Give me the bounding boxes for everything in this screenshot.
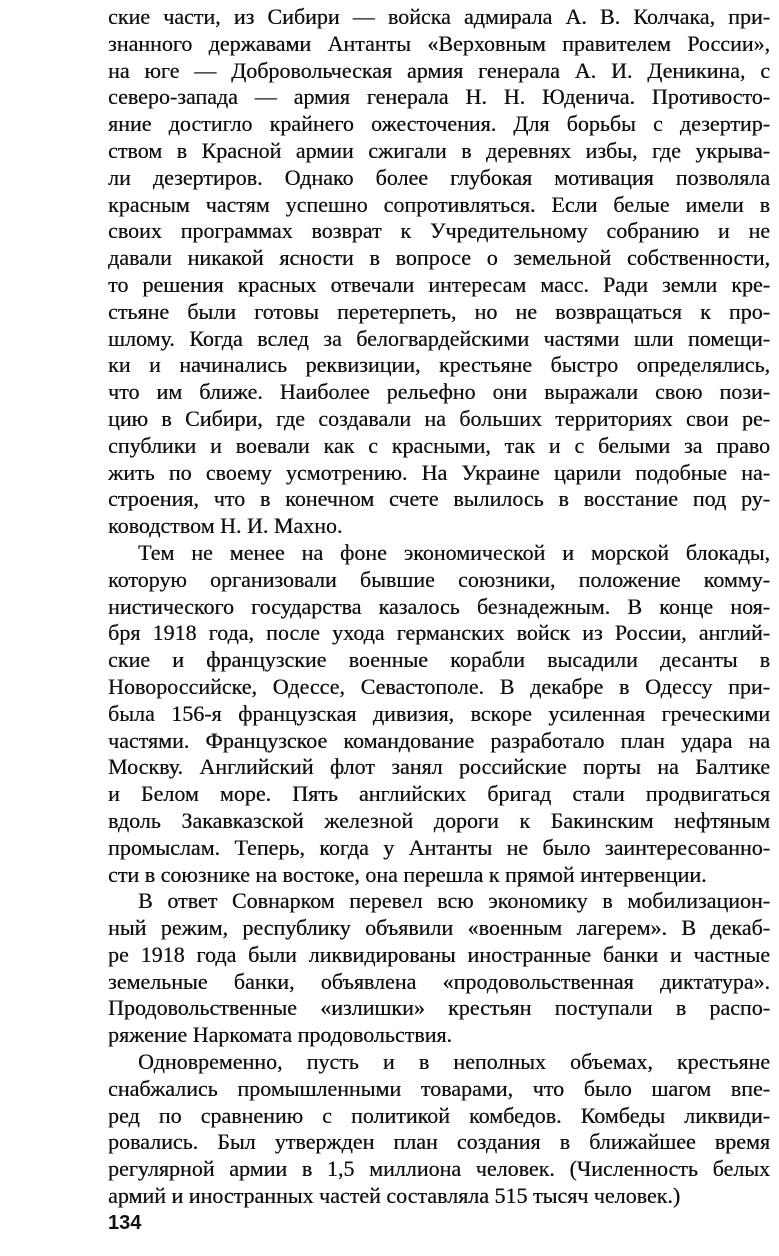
text-line: Москву. Английский флот занял российские порты на Балтике	[108, 754, 770, 780]
text-line: ководством Н. И. Махно.	[108, 513, 343, 539]
text-line: частями. Французское командование разработало план удара на	[108, 727, 770, 753]
text-line: Тем не менее на фоне экономической и морской блокады,	[138, 539, 770, 565]
text-line: Новороссийске, Одессе, Севастополе. В декабре в Одессу при-	[108, 673, 770, 699]
text-line: Продовольственные «излишки» крестьян поступали в распо-	[108, 995, 770, 1021]
text-line: армий и иностранных частей составляла 515 тысяч человек.)	[108, 1183, 681, 1209]
text-line: ли дезертиров. Однако более глубокая мотивация позволяла	[108, 164, 770, 190]
text-line: ские и французские военные корабли высадили десанты в	[108, 647, 770, 673]
text-line: земельные банки, объявлена «продовольственная диктатура».	[108, 968, 770, 994]
text-line: яние достигло крайнего ожесточения. Для борьбы с дезертир-	[108, 111, 770, 137]
text-line: ред по сравнению с политикой комбедов. Комбеды ликвиди-	[108, 1102, 770, 1128]
paragraph	[108, 888, 770, 1049]
text-line: красным частям успешно сопротивляться. Если белые имели в	[108, 191, 770, 217]
text-line: своих программах возврат к Учредительному собранию и не	[108, 218, 770, 244]
text-line: цию в Сибири, где создавали на больших территориях свои ре-	[108, 405, 770, 431]
text-line: ный режим, республику объявили «военным лагерем». В декаб-	[108, 915, 770, 941]
text-line: ре 1918 года были ликвидированы иностранные банки и частные	[108, 941, 770, 967]
text-line: бря 1918 года, после ухода германских войск из России, англий-	[108, 620, 770, 646]
paragraph	[108, 1049, 770, 1210]
text-line: знанного державами Антанты «Верховным правителем России»,	[108, 30, 770, 56]
text-line: нистического государства казалось безнадежным. В конце ноя-	[108, 593, 770, 619]
paragraph	[108, 4, 770, 540]
text-line: ские части, из Сибири — войска адмирала А. В. Колчака, при-	[108, 4, 770, 29]
text-line: В ответ Совнарком перевел всю экономику в мобилизацион-	[138, 888, 770, 914]
text-line: северо-запада — армия генерала Н. Н. Юденича. Противосто-	[108, 84, 770, 110]
text-line: спублики и воевали как с красными, так и с белыми за право	[108, 432, 770, 458]
page-number: 134	[108, 1212, 142, 1234]
text-line: ством в Красной армии сжигали в деревнях избы, где укрыва-	[108, 137, 770, 163]
paragraph	[108, 540, 770, 888]
text-line: то решения красных отвечали интересам масс. Ради земли кре-	[108, 271, 770, 297]
text-line: ровались. Был утвержден план создания в ближайшее время	[108, 1129, 770, 1155]
text-line: на юге — Добровольческая армия генерала А. И. Деникина, с	[108, 57, 770, 83]
text-line: и Белом море. Пять английских бригад стали продвигаться	[108, 781, 770, 807]
text-line: сти в союзнике на востоке, она перешла к прямой интервенции.	[108, 861, 707, 887]
text-line: шлому. Когда вслед за белогвардейскими частями шли помещи-	[108, 325, 770, 351]
text-line: ки и начинались реквизиции, крестьяне быстро определялись,	[108, 352, 770, 378]
text-line: строения, что в конечном счете вылилось в восстание под ру-	[108, 486, 770, 512]
text-line: жить по своему усмотрению. На Украине царили подобные на-	[108, 459, 770, 485]
text-line: снабжались промышленными товарами, что было шагом впе-	[108, 1075, 770, 1101]
text-line: регулярной армии в 1,5 миллиона человек. (Численность белых	[108, 1156, 770, 1182]
text-line: была 156-я французская дивизия, вскоре усиленная греческими	[108, 700, 770, 726]
text-line: ряжение Наркомата продовольствия.	[108, 1022, 452, 1048]
text-line: Одновременно, пусть и в неполных объемах, крестьяне	[138, 1049, 770, 1075]
text-line: стьяне были готовы перетерпеть, но не возвращаться к про-	[108, 298, 770, 324]
text-line: вдоль Закавказской железной дороги к Бакинским нефтяным	[108, 807, 770, 833]
body-text	[108, 4, 770, 1210]
text-line: промыслам. Теперь, когда у Антанты не было заинтересованно-	[108, 834, 770, 860]
text-line: которую организовали бывшие союзники, положение комму-	[108, 566, 770, 592]
text-line: давали никакой ясности в вопросе о земельной собственности,	[108, 245, 770, 271]
text-line: что им ближе. Наиболее рельефно они выражали свою пози-	[108, 379, 770, 405]
